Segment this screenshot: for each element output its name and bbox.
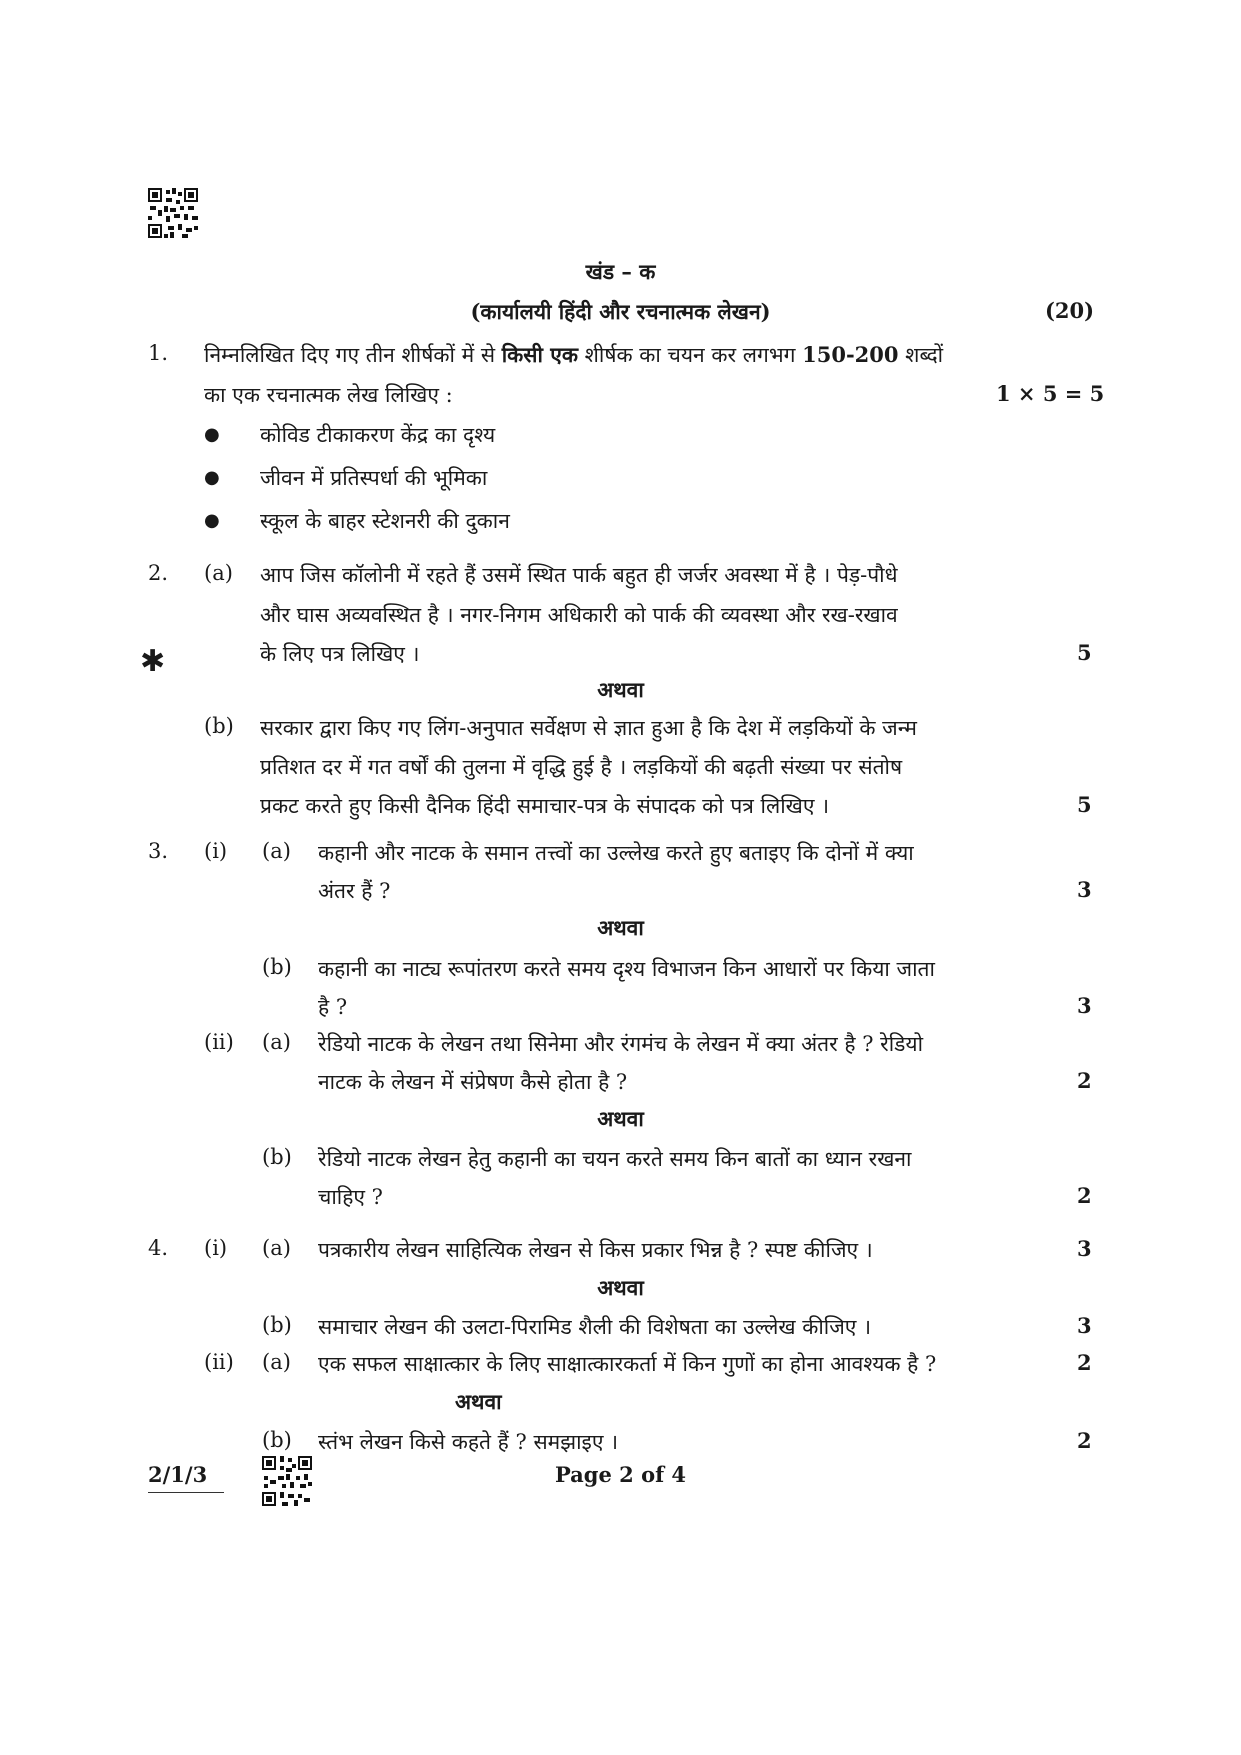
q4-ii-b-label: (b) xyxy=(262,1428,292,1452)
q3-ii-b-label: (b) xyxy=(262,1145,292,1169)
q3-number: 3. xyxy=(148,839,169,863)
q4-i-b-marks: 3 xyxy=(1077,1313,1092,1338)
q4-or-1: अथवा xyxy=(597,1275,644,1300)
q2-number: 2. xyxy=(148,561,169,585)
q3-i-a-label: (a) xyxy=(262,839,291,863)
q1-word-limit: 150-200 xyxy=(802,342,899,367)
paper-code: 2/1/3 xyxy=(148,1462,208,1487)
q4-i-label: (i) xyxy=(204,1236,228,1260)
q3-i-a-line-1: कहानी और नाटक के समान तत्त्वों का उल्लेख करते हुए बताइए कि दोनों में क्या xyxy=(318,841,914,865)
q3-ii-a-line-2: नाटक के लेखन में संप्रेषण कैसे होता है ? xyxy=(318,1070,628,1094)
q4-ii-a-marks: 2 xyxy=(1077,1350,1092,1375)
q4-ii-a-text: एक सफल साक्षात्कार के लिए साक्षात्कारकर्ता में किन गुणों का होना आवश्यक है ? xyxy=(318,1352,937,1376)
q4-or-2: अथवा xyxy=(455,1389,502,1414)
q3-i-a-marks: 3 xyxy=(1077,877,1092,902)
q1-line1 xyxy=(204,341,943,369)
q2-a-label: (a) xyxy=(204,561,233,585)
q2-a-marks: 5 xyxy=(1077,640,1092,665)
q3-ii-a-label: (a) xyxy=(262,1030,291,1054)
q4-i-a-text: पत्रकारीय लेखन साहित्यिक लेखन से किस प्रकार भिन्न है ? स्पष्ट कीजिए । xyxy=(318,1238,873,1262)
q4-number: 4. xyxy=(148,1236,169,1260)
q4-ii-a-label: (a) xyxy=(262,1350,291,1374)
page-number: Page 2 of 4 xyxy=(554,1462,687,1487)
q2-b-line-3: प्रकट करते हुए किसी दैनिक हिंदी समाचार-पत्र के संपादक को पत्र लिखिए । xyxy=(260,794,830,818)
q3-i-a-line-2: अंतर हैं ? xyxy=(318,879,391,903)
q2-a-line-3: के लिए पत्र लिखिए । xyxy=(260,642,420,666)
q1-line1-bold: किसी एक xyxy=(501,342,578,367)
q1-line2: का एक रचनात्मक लेख लिखिए : xyxy=(204,383,453,407)
q1-line1-a: निम्नलिखित दिए गए तीन शीर्षकों में से xyxy=(204,343,502,367)
q1-line1-b: शीर्षक का चयन कर लगभग xyxy=(577,343,803,367)
q2-or: अथवा xyxy=(597,677,644,702)
q1-topic-2: जीवन में प्रतिस्पर्धा की भूमिका xyxy=(260,466,488,490)
q2-a-line-2: और घास अव्यवस्थित है । नगर-निगम अधिकारी को पार्क की व्यवस्था और रख-रखाव xyxy=(260,603,898,627)
q3-or-2: अथवा xyxy=(597,1106,644,1131)
q4-ii-b-marks: 2 xyxy=(1077,1428,1092,1453)
q3-ii-b-marks: 2 xyxy=(1077,1183,1092,1208)
q3-ii-label: (ii) xyxy=(204,1030,234,1054)
q3-ii-b-line-2: चाहिए ? xyxy=(318,1185,383,1209)
q3-ii-a-line-1: रेडियो नाटक के लेखन तथा सिनेमा और रंगमंच के लेखन में क्या अंतर है ? रेडियो xyxy=(318,1032,924,1056)
section-marks: (20) xyxy=(1045,298,1095,323)
q1-number: 1. xyxy=(148,341,169,365)
q4-i-b-label: (b) xyxy=(262,1313,292,1337)
q4-ii-b-text: स्तंभ लेखन किसे कहते हैं ? समझाइए । xyxy=(318,1430,619,1454)
q1-topic-3: स्कूल के बाहर स्टेशनरी की दुकान xyxy=(260,509,510,533)
star-icon: ✱ xyxy=(140,644,166,679)
paper-code-underline xyxy=(148,1492,224,1493)
q2-a-line-1: आप जिस कॉलोनी में रहते हैं उसमें स्थित पार्क बहुत ही जर्जर अवस्था में है । पेड़-पौधे xyxy=(260,563,898,587)
q2-b-line-2: प्रतिशत दर में गत वर्षों की तुलना में वृद्धि हुई है । लड़कियों की बढ़ती संख्या पर संतोष xyxy=(260,755,903,779)
q3-ii-a-marks: 2 xyxy=(1077,1068,1092,1093)
q3-i-label: (i) xyxy=(204,839,228,863)
section-title: खंड – क xyxy=(585,259,656,284)
q2-b-label: (b) xyxy=(204,714,234,738)
q2-b-marks: 5 xyxy=(1077,792,1092,817)
q3-i-b-line-1: कहानी का नाट्य रूपांतरण करते समय दृश्य विभाजन किन आधारों पर किया जाता xyxy=(318,957,935,981)
q2-b-line-1: सरकार द्वारा किए गए लिंग-अनुपात सर्वेक्षण से ज्ञात हुआ है कि देश में लड़कियों के जन्म xyxy=(260,716,917,740)
qr-code-top xyxy=(148,188,198,238)
q3-i-b-line-2: है ? xyxy=(318,995,348,1019)
bullet-icon: ● xyxy=(204,510,220,531)
q4-i-a-marks: 3 xyxy=(1077,1236,1092,1261)
q3-or-1: अथवा xyxy=(597,915,644,940)
q4-i-b-text: समाचार लेखन की उलटा-पिरामिड शैली की विशेषता का उल्लेख कीजिए । xyxy=(318,1315,872,1339)
section-subtitle: (कार्यालयी हिंदी और रचनात्मक लेखन) xyxy=(470,299,771,324)
q1-line1-c: शब्दों xyxy=(898,343,944,367)
q4-i-a-label: (a) xyxy=(262,1236,291,1260)
q4-ii-label: (ii) xyxy=(204,1350,234,1374)
q3-i-b-label: (b) xyxy=(262,955,292,979)
q3-i-b-marks: 3 xyxy=(1077,993,1092,1018)
q1-topic-1: कोविड टीकाकरण केंद्र का दृश्य xyxy=(260,423,496,447)
bullet-icon: ● xyxy=(204,467,220,488)
q3-ii-b-line-1: रेडियो नाटक लेखन हेतु कहानी का चयन करते समय किन बातों का ध्यान रखना xyxy=(318,1147,912,1171)
q1-marks: 1 × 5 = 5 xyxy=(996,381,1105,406)
bullet-icon: ● xyxy=(204,424,220,445)
